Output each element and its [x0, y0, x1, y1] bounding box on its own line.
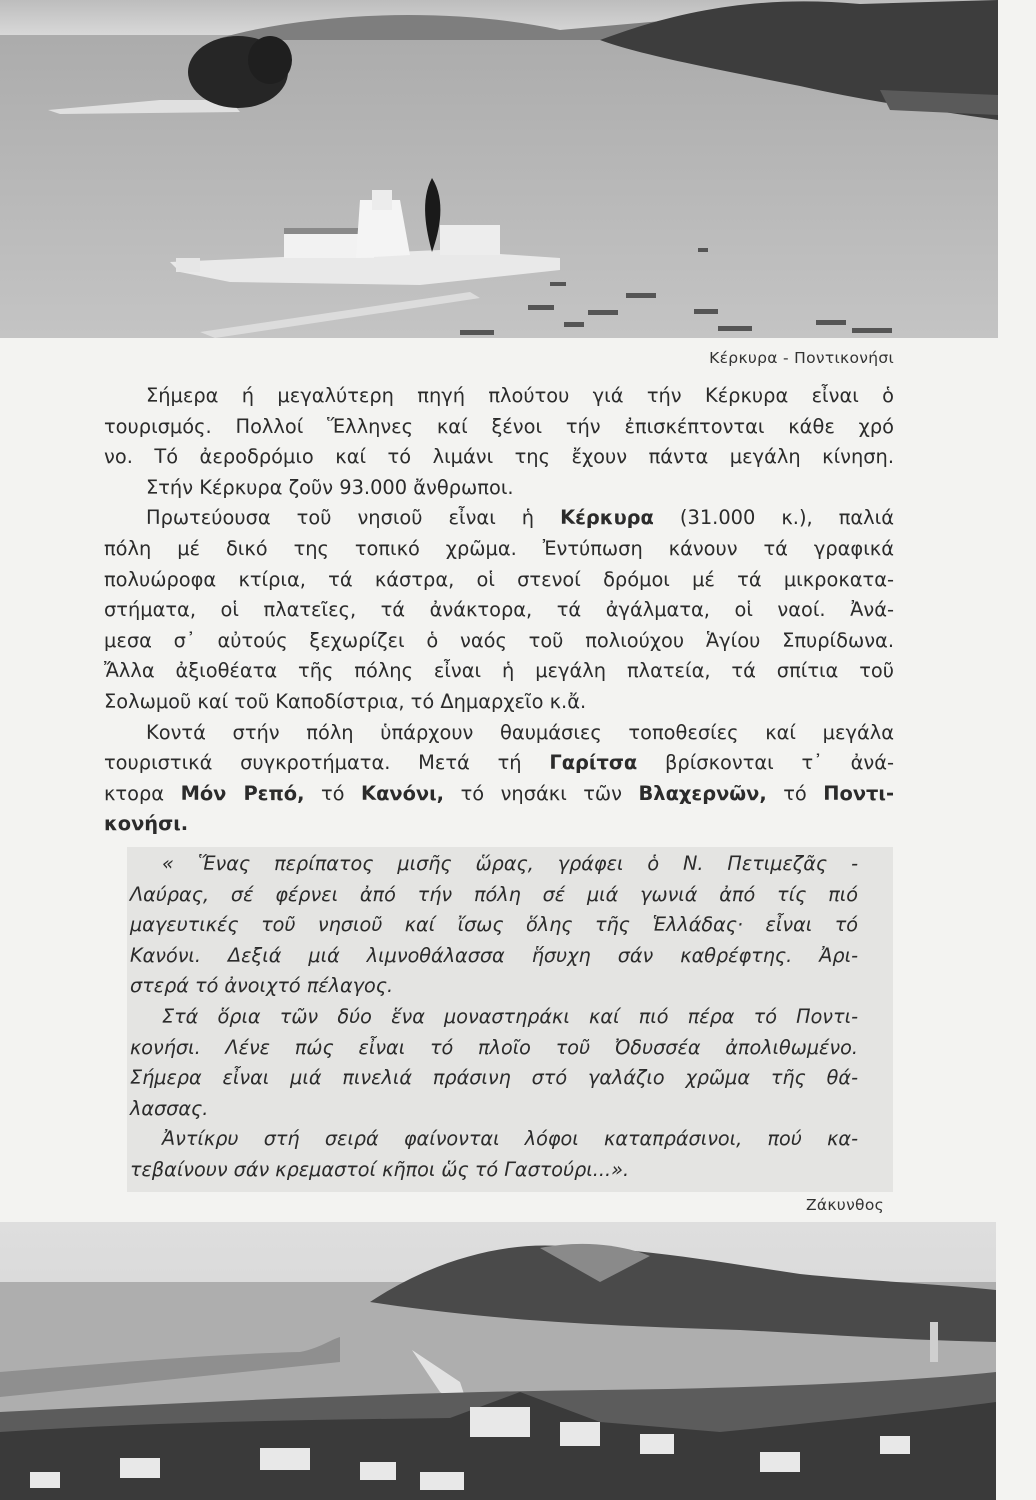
quote-line: λασσας.: [130, 1096, 209, 1120]
quote-text: [130, 849, 858, 1186]
text-line: Σήμερα ή μεγαλύτερη πηγή πλούτου γιά τήν Κέρκυρα εἶναι ὁ: [146, 384, 894, 407]
text-line: Σολωμοῦ καί τοῦ Καποδίστρια, τό Δημαρχεῖο κ.ἄ.: [104, 689, 587, 713]
text-line: Στήν Κέρκυρα ζοῦν 93.000 ἄνθρωποι.: [146, 475, 514, 499]
text-line: μεσα σ᾽ αὐτούς ξεχωρίζει ὁ ναός τοῦ πολιούχου Ἁγίου Σπυρίδωνα.: [104, 628, 894, 652]
quote-line: Κανόνι. Δεξιά μιά λιμνοθάλασσα ἥσυχη σάν καθρέφτης. Ἀρι-: [130, 943, 858, 967]
text-line: τουριστικά συγκροτήματα. Μετά τή Γαρίτσα βρίσκονται τ᾽ ἀνά-: [104, 751, 894, 775]
bold-term: Βλαχερνῶν,: [638, 781, 767, 805]
quote-line: Ἀντίκρυ στή σειρά φαίνονται λόφοι καταπράσινοι, πού κα-: [162, 1127, 858, 1151]
photo-caption-top: Κέρκυρα - Ποντικονήσι: [709, 349, 894, 367]
body-text: [104, 381, 894, 840]
bold-term: κονήσι.: [104, 812, 189, 836]
text-line: [104, 809, 894, 840]
quote-line: τεβαίνουν σάν κρεμαστοί κῆποι ὥς τό Γαστούρι...».: [130, 1157, 630, 1181]
text-line: τουρισμός. Πολλοί Ἕλληνες καί ξένοι τήν ἐπισκέπτονται κάθε χρό: [104, 414, 894, 438]
photo-corfu-pontikonisi: [0, 0, 998, 338]
bold-term: Μόν Ρεπό,: [180, 781, 305, 805]
bold-term: Γαρίτσα: [549, 751, 638, 775]
bold-term: Κέρκυρα: [560, 506, 654, 530]
quote-line: Σήμερα εἶναι μιά πινελιά πράσινη στό γαλάζιο χρῶμα τῆς θά-: [130, 1066, 858, 1090]
text-line: κτορα Μόν Ρεπό, τό Κανόνι, τό νησάκι τῶν Βλαχερνῶν, τό Ποντι-: [104, 781, 895, 805]
quote-line: μαγευτικές τοῦ νησιοῦ καί ἴσως ὅλης τῆς Ἑλλάδας· εἶναι τό: [130, 913, 858, 937]
text-line: Ἄλλα ἀξιοθέατα τῆς πόλης εἶναι ἡ μεγάλη πλατεία, τά σπίτια τοῦ: [104, 659, 894, 683]
quote-line: στερά τό ἀνοιχτό πέλαγος.: [130, 974, 394, 998]
photo-zakynthos: [0, 1222, 996, 1500]
text-line: πολυώροφα κτίρια, τά κάστρα, οἱ στενοί δρόμοι μέ τά μικροκατα-: [104, 567, 894, 591]
text-line: νο. Τό ἀεροδρόμιο καί τό λιμάνι της ἔχουν πάντα μεγάλη κίνηση.: [104, 445, 894, 469]
photo-caption-bottom: Ζάκυνθος: [805, 1196, 884, 1214]
text-line: πόλη μέ δικό της τοπικό χρῶμα. Ἐντύπωση κάνουν τά γραφικά: [104, 536, 894, 560]
text-line: Πρωτεύουσα τοῦ νησιοῦ εἶναι ἡ Κέρκυρα (31.000 κ.), παλιά: [146, 506, 894, 530]
text-line: Κοντά στήν πόλη ὑπάρχουν θαυμάσιες τοποθεσίες καί μεγάλα: [146, 720, 894, 744]
bold-term: Κανόνι,: [361, 781, 445, 805]
text-line: στήματα, οἱ πλατεῖες, τά ἀνάκτορα, τά ἀγάλματα, οἱ ναοί. Ἀνά-: [104, 598, 894, 622]
quote-line: κονήσι. Λένε πώς εἶναι τό πλοῖο τοῦ Ὀδυσσέα ἀπολιθωμένο.: [130, 1035, 858, 1059]
quote-line: Λαύρας, σέ φέρνει ἀπό τήν πόλη σέ μιά γωνιά ἀπό τίς πιό: [130, 882, 858, 906]
quote-line: « Ἕνας περίπατος μισῆς ὥρας, γράφει ὁ Ν. Πετιμεζᾶς -: [162, 852, 858, 875]
bold-term: Ποντι-: [823, 781, 895, 805]
quote-line: Στά ὅρια τῶν δύο ἕνα μοναστηράκι καί πιό πέρα τό Ποντι-: [162, 1004, 858, 1028]
